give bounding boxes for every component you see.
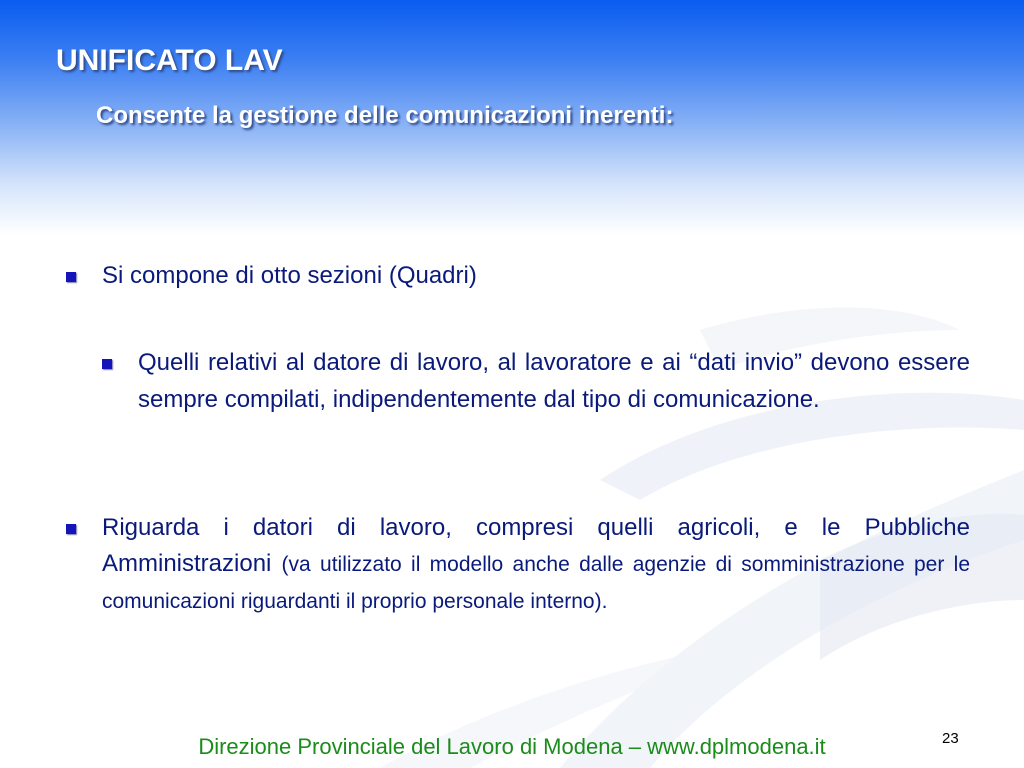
bullet-item-sections <box>102 258 972 294</box>
slide-footer: Direzione Provinciale del Lavoro di Modena – www.dplmodena.it <box>198 734 826 759</box>
bullet-note: (va utilizzato il modello anche dalle agenzie di somministrazione per le comunicazioni riguardanti il proprio personale interno). <box>102 553 970 613</box>
slide-subtitle: Consente la gestione delle comunicazioni inerenti: <box>96 102 674 129</box>
bullet-text: Riguarda i datori di lavoro, compresi quelli agricoli, e le Pubbliche Amministrazioni <box>102 514 970 577</box>
square-bullet-icon <box>66 524 76 534</box>
square-bullet-icon <box>102 359 112 369</box>
square-bullet-icon <box>66 272 76 282</box>
sub-bullet-text: Quelli relativi al datore di lavoro, al lavoratore e ai “dati invio” devono essere sempre compilati, indipendentemente dal tipo di comunicazione. <box>138 349 970 413</box>
page-number: 23 <box>942 730 959 747</box>
slide-title: UNIFICATO LAV <box>56 44 283 77</box>
sub-bullet-item-required-fields <box>138 344 970 418</box>
bullet-item-employers <box>102 510 970 620</box>
bullet-text: Si compone di otto sezioni (Quadri) <box>102 262 477 289</box>
